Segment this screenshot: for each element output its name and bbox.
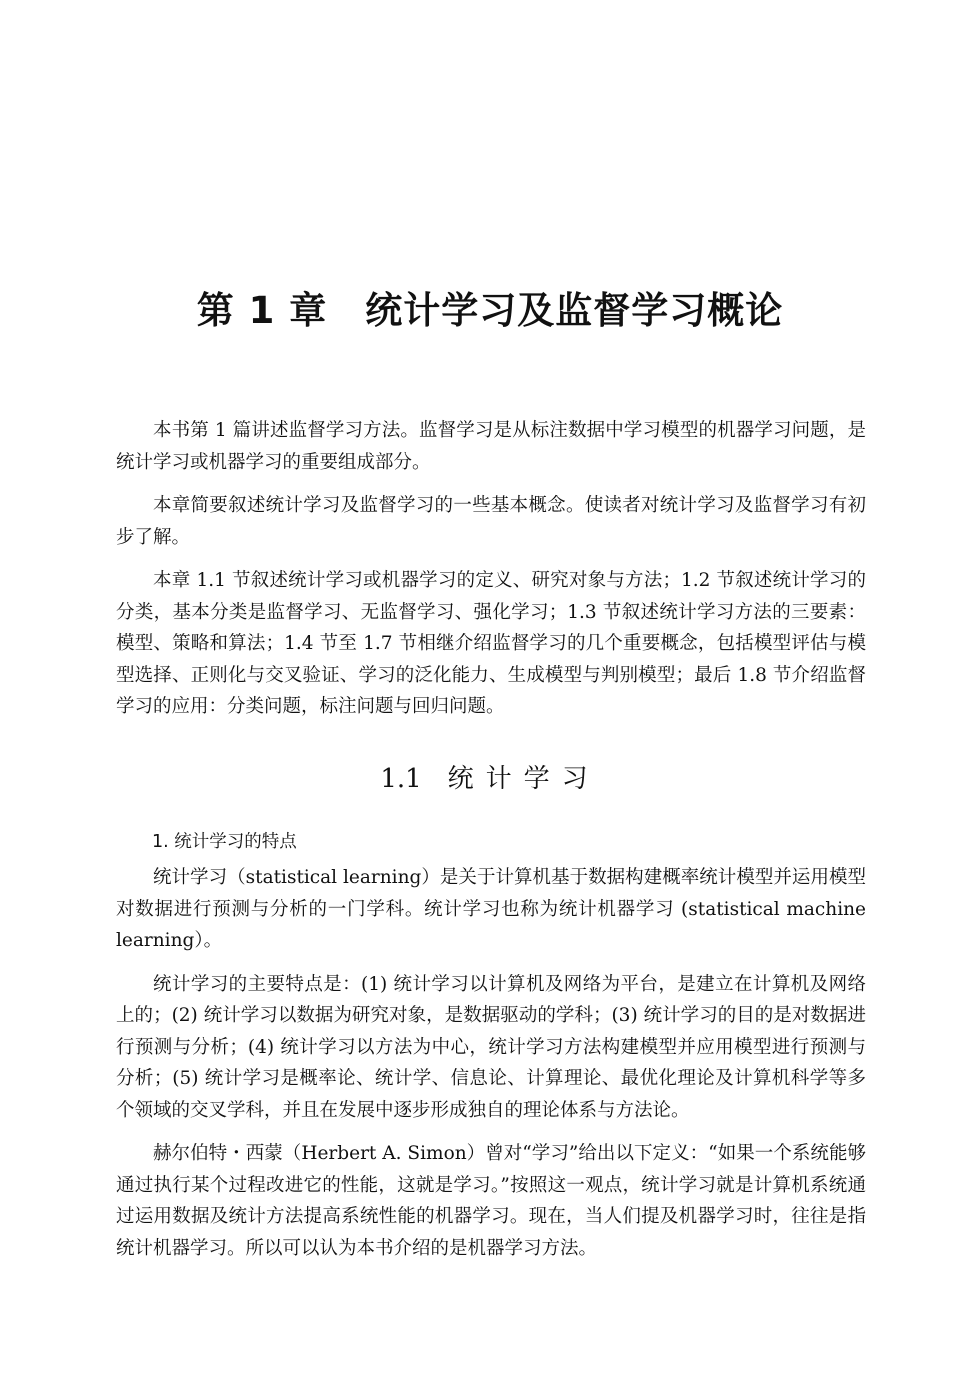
chapter-title-text: 统计学习及监督学习概论 [365, 289, 784, 332]
section-number: 1.1 [380, 764, 422, 794]
chapter-intro [116, 415, 866, 735]
body-paragraph: 统计学习（statistical learning）是关于计算机基于数据构建概率统计模型并运用模型对数据进行预测与分析的一门学科。统计学习也称为统计机器学习 (statistical machine learning）。 [116, 867, 866, 951]
body-paragraph: 赫尔伯特・西蒙（Herbert A. Simon）曾对“学习”给出以下定义：“如果一个系统能够通过执行某个过程改进它的性能，这就是学习。”按照这一观点，统计学习就是计算机系统通过运用数据及统计方法提高系统性能的机器学习。现在，当人们提及机器学习时，往往是指统计机器学习。所以可以认为本书介绍的是机器学习方法。 [116, 1143, 866, 1259]
body-paragraph: 统计学习的主要特点是：(1) 统计学习以计算机及网络为平台，是建立在计算机及网络上的；(2) 统计学习以数据为研究对象，是数据驱动的学科；(3) 统计学习的目的是对数据进行预测与分析；(4) 统计学习以方法为中心，统计学习方法构建模型并应用模型进行预测与分析；(5) 统计学习是概率论、统计学、信息论、计算理论、最优化理论及计算机科学等多个领域的交叉学科，并且在发展中逐步形成独自的理论体系与方法论。 [116, 973, 866, 1121]
section-heading [0, 758, 980, 795]
subsection-heading: 1. 统计学习的特点 [152, 832, 297, 852]
intro-paragraph: 本书第 1 篇讲述监督学习方法。监督学习是从标注数据中学习模型的机器学习问题，是统计学习或机器学习的重要组成部分。 [116, 420, 866, 473]
intro-paragraph: 本章简要叙述统计学习及监督学习的一些基本概念。使读者对统计学习及监督学习有初步了解。 [116, 495, 866, 548]
chapter-title [0, 280, 980, 334]
section-body [116, 862, 866, 1276]
section-title: 统计学习 [447, 764, 600, 794]
chapter-number: 第 1 章 [196, 289, 328, 332]
intro-paragraph: 本章 1.1 节叙述统计学习或机器学习的定义、研究对象与方法；1.2 节叙述统计学习的分类，基本分类是监督学习、无监督学习、强化学习；1.3 节叙述统计学习方法的三要素：模型、策略和算法；1.4 节至 1.7 节相继介绍监督学习的几个重要概念，包括模型评估与模型选择、正则化与交叉验证、学习的泛化能力、生成模型与判别模型；最后 1.8 节介绍监督学习的应用：分类问题，标注问题与回归问题。 [116, 570, 866, 717]
